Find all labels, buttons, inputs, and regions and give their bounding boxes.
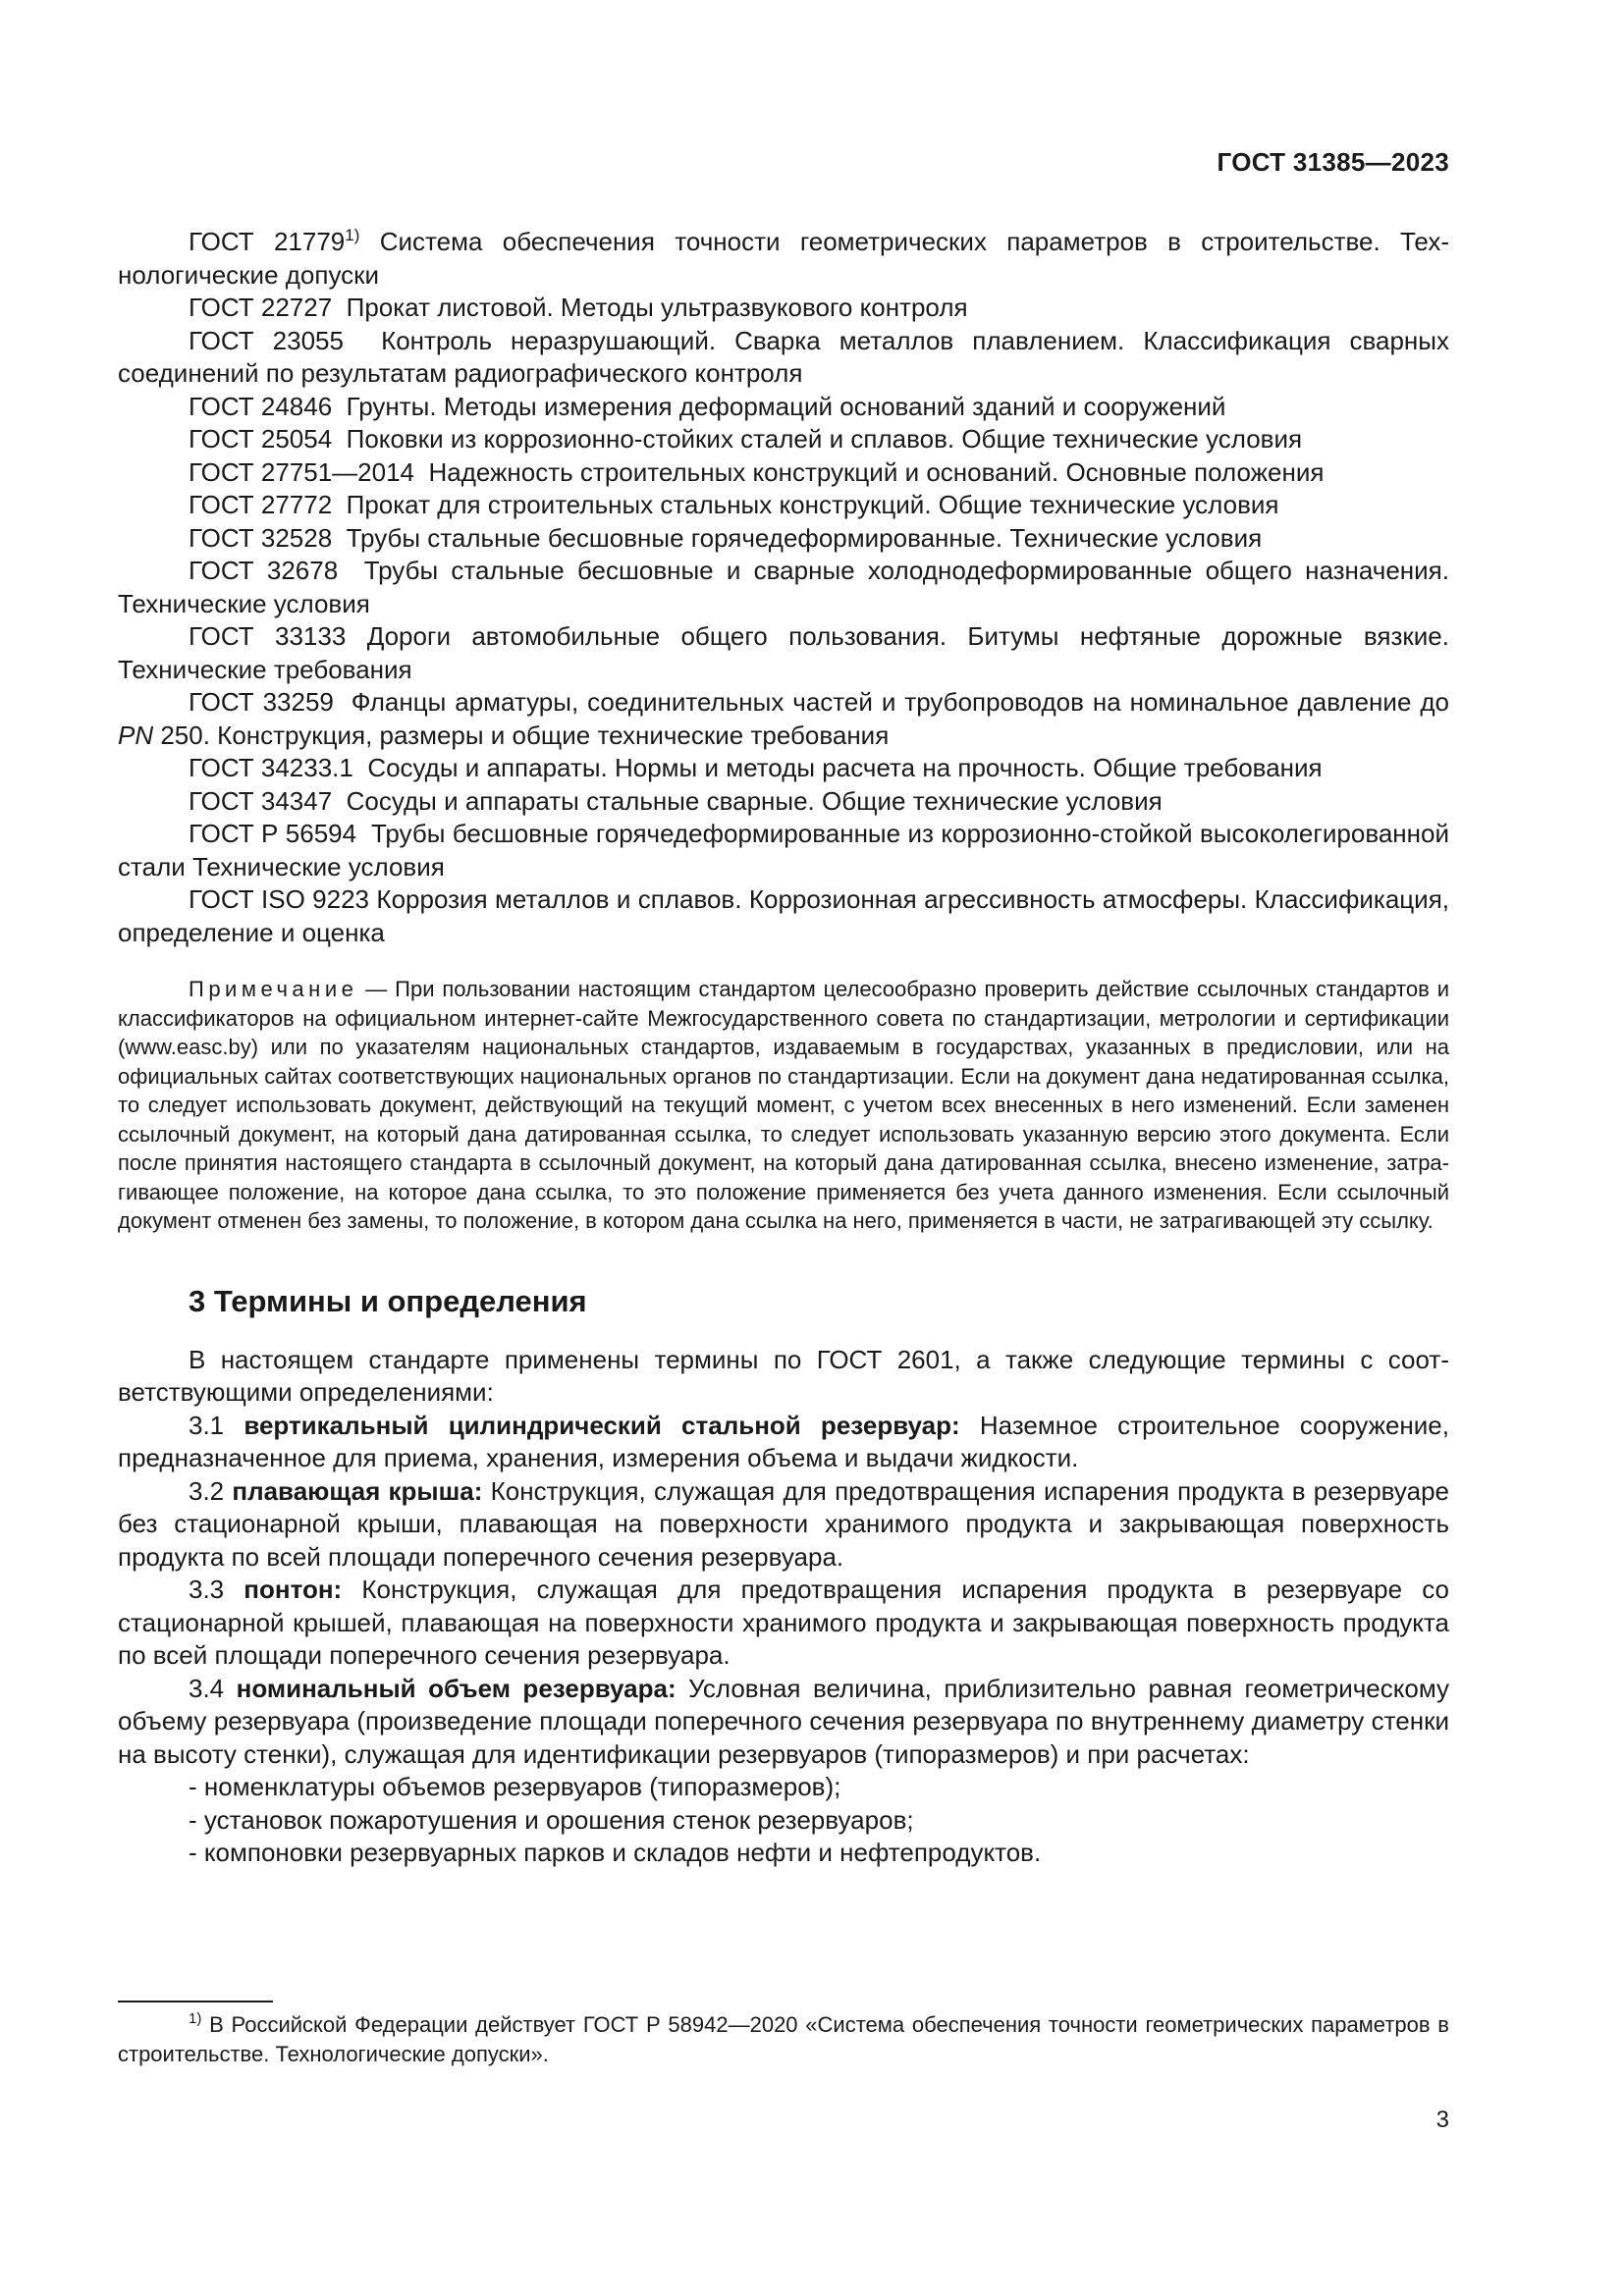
term-number: 3.4: [189, 1673, 237, 1703]
reference-code: ГОСТ 21779: [189, 227, 346, 256]
reference-title: Трубы стальные бесшовные горячедеформированные. Технические условия: [346, 522, 1263, 553]
list-item: - установок пожаротушения и орошения стенок резервуаров;: [189, 1804, 914, 1835]
reference-item: [118, 620, 1449, 686]
term-number: 3.1: [189, 1410, 244, 1440]
reference-title: Трубы стальные бесшовные и сварные холоднодеформированные общего назначения. Технические условия: [118, 556, 1449, 618]
term-text: Наземное строительное сооружение, предназначенное для приема, хранения, измерения объема и выдачи жидкости.: [118, 1410, 1449, 1472]
note-text: — При пользовании настоящим стандартом целесообразно проверить действие ссылочных стандартов и классификаторов на официальном интернет-сайте Межгосударственного совета по стандартизации, метрологии и сертификации (www.easc.by) или по указателям национальных стандартов, издаваемым в государствах, указанных в предисловии, или на официальных сайтах соответствующих национальных органов по стандартизации. Если на документ дана недатированная ссылка, то следует использовать документ, действующий на текущий момент, с учетом всех внесенных в него изменений. Если заменен ссылочный документ, на который дана датированная ссылка, то следует использовать указанную версию этого документа. Если после принятия настоящего стандарта в ссылочный документ, на который дана датированная ссылка, внесено изменение, затрагивающее положение, на которое дана ссылка, то это положение применяется без учета данного изменения. Если ссылочный документ отменен без замены, то положение, в котором дана ссылка на него, применяется в части, не затрагивающей эту ссылку.: [118, 977, 1449, 1233]
main-content: [118, 226, 1449, 1870]
reference-item: [118, 391, 1449, 424]
footnote-divider: [118, 2001, 273, 2002]
reference-item: [118, 818, 1449, 883]
term-definition: [118, 1410, 1449, 1475]
term-text: Конструкция, служащая для предотвращения испарения продукта в резервуаре без стационарной крыши, плавающая на поверхности хранимого продукта и закрывающая поверхность продукта по всей площади поперечного сечения резервуара.: [118, 1475, 1449, 1572]
reference-title-italic: PN: [118, 720, 154, 750]
reference-code: ГОСТ 27772: [189, 490, 333, 519]
reference-code: ГОСТ 32678: [189, 556, 339, 585]
term-definition: [118, 1475, 1449, 1575]
note-label: Примечание: [189, 977, 358, 1001]
term-name: понтон:: [244, 1575, 343, 1604]
reference-item: [118, 226, 1449, 292]
reference-title: Грунты. Методы измерения деформаций оснований зданий и сооружений: [346, 391, 1226, 421]
reference-code: ГОСТ 23055: [189, 325, 344, 355]
reference-code: ГОСТ 33133: [189, 621, 347, 651]
reference-code: ГОСТ 34233.1: [189, 753, 353, 782]
reference-item: [118, 292, 1449, 325]
reference-item: [118, 423, 1449, 456]
reference-title: Дороги автомобильные общего пользования. Битумы нефтяные дорожные вязкие. Технические требования: [118, 621, 1449, 684]
reference-title: Сосуды и аппараты. Нормы и методы расчета на прочность. Общие требования: [367, 753, 1323, 782]
reference-title-part: Фланцы арматуры, соединительных частей и трубопроводов на номинальное давление до: [351, 687, 1449, 717]
reference-code: ГОСТ 33259: [189, 687, 334, 717]
footnote: [118, 2010, 1449, 2068]
reference-item: [118, 752, 1449, 785]
reference-title: Надежность строительных конструкций и оснований. Основные положения: [428, 456, 1325, 487]
term-text: Конструкция, служащая для предотвращения испарения продукта в резервуаре со стационарной крышей, плавающая на поверхности хранимого продукта и закрывающая поверхность продукта по всей площади поперечного сечения резервуара.: [118, 1575, 1449, 1670]
term-name: вертикальный цилиндрический стальной резервуар:: [244, 1410, 960, 1440]
section-title: 3 Термины и определения: [189, 1283, 587, 1318]
reference-item: [118, 489, 1449, 522]
reference-code: ГОСТ 27751—2014: [189, 456, 415, 487]
list-item: - компоновки резервуарных парков и складов нефти и нефтепродуктов.: [189, 1838, 1042, 1867]
term-number: 3.2: [189, 1475, 233, 1506]
reference-code: ГОСТ Р 56594: [189, 819, 357, 848]
reference-title: Прокат листовой. Методы ультразвукового контроля: [346, 293, 968, 322]
reference-code: ГОСТ 22727: [189, 293, 333, 322]
reference-item: [118, 522, 1449, 556]
reference-title-part: 250. Конструкция, размеры и общие технические требования: [153, 720, 890, 750]
term-definition: [118, 1673, 1449, 1772]
term-text: Условная величина, приблизительно равная геометрическому объему резервуара (произведение площади поперечного сечения резервуара по внутреннему диаметру стенки на высоту стенки), служащая для идентификации резервуаров (типоразмеров) и при расчетах:: [118, 1673, 1450, 1769]
footnote-marker: 1): [345, 226, 360, 244]
reference-item: [118, 785, 1449, 819]
calculation-list: [118, 1771, 1449, 1870]
reference-title: Система обеспечения точности геометрических параметров в строительстве. Технологические допуски: [118, 227, 1449, 290]
reference-code: ГОСТ 24846: [189, 391, 333, 421]
note-paragraph: [118, 975, 1449, 1236]
page-number: 3: [1435, 2107, 1449, 2133]
reference-title: Трубы бесшовные горячедеформированные из коррозионно-стойкой высоколегированной стали Технические условия: [118, 819, 1449, 881]
section-intro: В настоящем стандарте применены термины по ГОСТ 2601, а также следующие термины с соответствующими определениями:: [118, 1344, 1449, 1407]
reference-item: [118, 686, 1449, 752]
term-name: плавающая крыша:: [232, 1475, 483, 1506]
term-number: 3.3: [189, 1575, 244, 1604]
list-item: - номенклатуры объемов резервуаров (типоразмеров);: [189, 1772, 841, 1801]
term-name: номинальный объем резервуара:: [236, 1673, 677, 1703]
footnote-text: В Российской Федерации действует ГОСТ Р 58942—2020 «Система обеспечения точности геометрических параметров в строительстве. Технологические допуски».: [118, 2012, 1449, 2066]
reference-title: Контроль неразрушающий. Сварка металлов плавлением. Классификация сварных соединений по результатам радиографического контроля: [118, 325, 1449, 388]
reference-title: Прокат для строительных стальных конструкций. Общие технические условия: [346, 490, 1279, 519]
reference-item: [118, 325, 1449, 391]
reference-item: [118, 883, 1449, 949]
reference-title: Коррозия металлов и сплавов. Коррозионная агрессивность атмосферы. Классификация, определение и оценка: [118, 884, 1449, 947]
reference-code: ГОСТ 32528: [189, 522, 333, 553]
reference-code: ГОСТ 25054: [189, 424, 333, 454]
reference-item: [118, 555, 1449, 620]
reference-item: [118, 456, 1449, 490]
term-definition: [118, 1574, 1449, 1673]
reference-title: Поковки из коррозионно-стойких сталей и сплавов. Общие технические условия: [346, 424, 1303, 454]
document-code-header: ГОСТ 31385—2023: [1217, 147, 1449, 177]
reference-code: ГОСТ ISO 9223: [189, 884, 370, 914]
footnote-marker: 1): [189, 2010, 202, 2027]
reference-code: ГОСТ 34347: [189, 785, 333, 816]
reference-title: Сосуды и аппараты стальные сварные. Общие технические условия: [346, 785, 1163, 816]
